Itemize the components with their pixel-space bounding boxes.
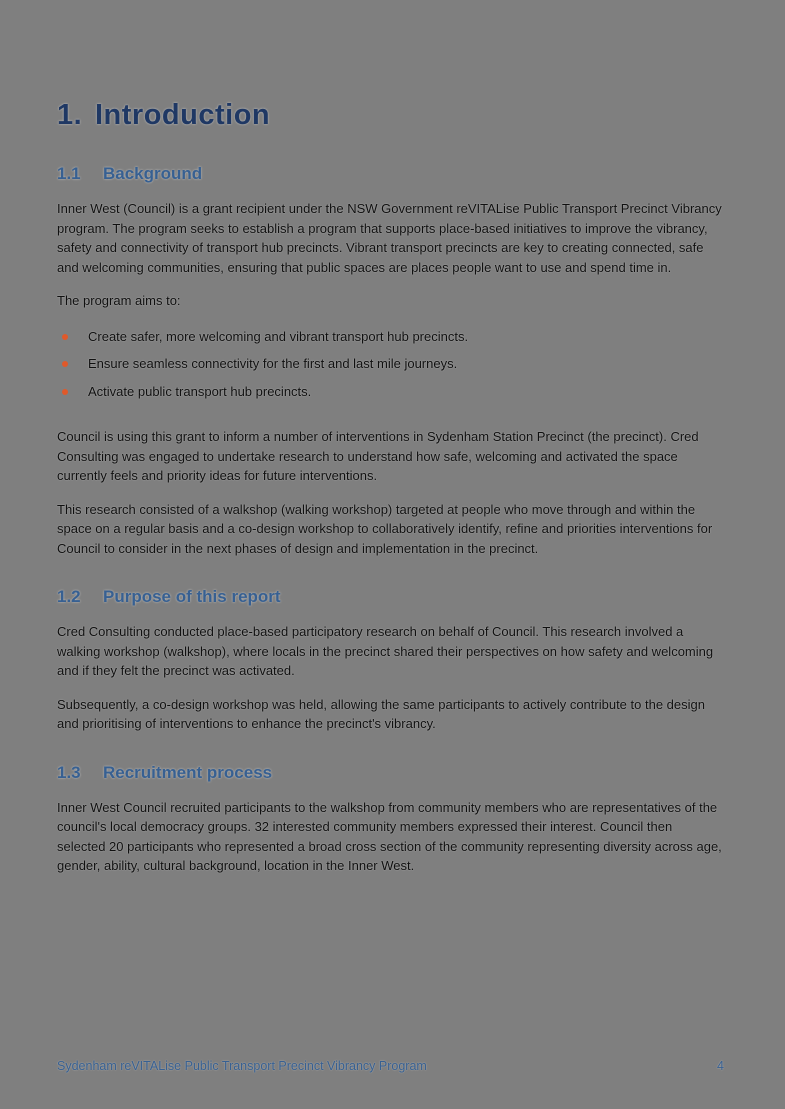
bullet-icon bbox=[62, 334, 68, 340]
section-heading-purpose bbox=[57, 586, 724, 608]
chapter-title-text: Introduction bbox=[95, 99, 271, 131]
footer-document-title: Sydenham reVITALise Public Transport Precinct Vibrancy Program bbox=[57, 1059, 427, 1073]
bullet-icon bbox=[62, 361, 68, 367]
list-item-text: Activate public transport hub precincts. bbox=[88, 383, 312, 399]
section-title-text: Purpose of this report bbox=[103, 587, 281, 606]
list-item bbox=[62, 354, 724, 374]
page-number: 4 bbox=[717, 1059, 724, 1073]
aims-bullet-list bbox=[57, 327, 724, 402]
chapter-number: 1. bbox=[57, 99, 83, 131]
section-number: 1.3 bbox=[57, 762, 81, 782]
section-heading-background bbox=[57, 163, 724, 185]
section-title-text: Recruitment process bbox=[103, 762, 273, 782]
list-item bbox=[62, 327, 724, 347]
bullet-icon bbox=[62, 389, 68, 395]
section-heading-recruitment bbox=[57, 762, 724, 784]
section-number: 1.2 bbox=[57, 587, 81, 606]
paragraph: Inner West Council recruited participants to the walkshop from community members who are representatives of the council's local democracy groups. 32 interested community members expressed their interest. Council then selected 20 participants who represented a broad cross section of the community representing diversity across age, gender, ability, cultural background, location in the Inner West. bbox=[57, 799, 722, 873]
page-title bbox=[57, 97, 724, 133]
page-footer bbox=[57, 1058, 724, 1075]
paragraph: Council is using this grant to inform a number of interventions in Sydenham Station Precinct (the precinct). Cred Consulting was engaged to undertake research to understand how safe, welcoming and activated the space currently feels and priority ideas for future interventions. bbox=[57, 429, 699, 483]
section-number: 1.1 bbox=[57, 164, 81, 183]
list-item bbox=[62, 382, 724, 402]
paragraph: The program aims to: bbox=[57, 293, 181, 308]
paragraph: Cred Consulting conducted place-based participatory research on behalf of Council. This research involved a walking workshop (walkshop), where locals in the precinct shared their perspectives on how safety and welcoming and if they felt the precinct was activated. bbox=[57, 624, 714, 678]
paragraph: Inner West (Council) is a grant recipient under the NSW Government reVITALise Public Transport Precinct Vibrancy program. The program seeks to establish a program that supports place-based initiatives to improve the vibrancy, safety and connectivity of transport hub precincts. Vibrant transport precincts are key to creating connected, safe and welcoming communities, ensuring that public spaces are places people want to use and spend time in. bbox=[57, 201, 722, 275]
paragraph: This research consisted of a walkshop (walking workshop) targeted at people who move through and within the space on a regular basis and a co-design workshop to collaboratively identify, refine and priorities interventions for Council to consider in the next phases of design and implementation in the precinct. bbox=[57, 501, 713, 556]
paragraph: Subsequently, a co-design workshop was held, allowing the same participants to actively contribute to the design and prioritising of interventions to enhance the precinct's vibrancy. bbox=[57, 696, 705, 731]
section-title-text: Background bbox=[103, 164, 203, 183]
list-item-text: Ensure seamless connectivity for the first and last mile journeys. bbox=[88, 356, 458, 371]
list-item-text: Create safer, more welcoming and vibrant transport hub precincts. bbox=[88, 328, 469, 344]
